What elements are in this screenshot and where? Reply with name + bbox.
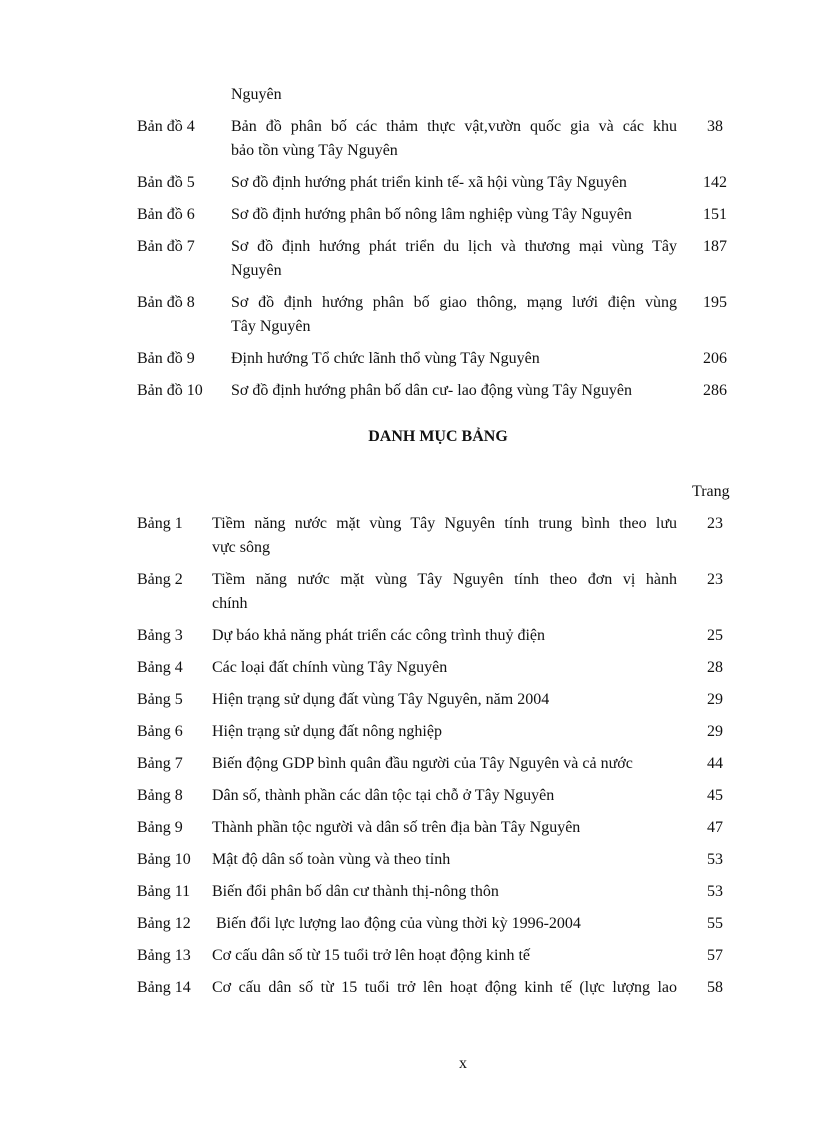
entry-page-number: 53 bbox=[707, 851, 723, 868]
entry-label: Bảng 1 bbox=[137, 515, 183, 532]
entry-label: Bản đồ 4 bbox=[137, 118, 195, 135]
entry-title-line: Dự báo khả năng phát triển các công trình thuỷ điện bbox=[212, 627, 546, 644]
entry-label: Bảng 11 bbox=[137, 883, 191, 900]
page-column-header: Trang bbox=[692, 483, 730, 500]
entry-title-line: Biến đổi lực lượng lao động của vùng thời kỳ 1996-2004 bbox=[212, 915, 581, 932]
entry-title-line: Sơ đồ định hướng phân bố giao thông, mạng lưới điện vùng bbox=[231, 294, 677, 311]
entry-title-line: Các loại đất chính vùng Tây Nguyên bbox=[212, 659, 448, 676]
entry-label: Bảng 6 bbox=[137, 723, 183, 740]
entry-label: Bảng 13 bbox=[137, 947, 191, 964]
entry-label: Bảng 10 bbox=[137, 851, 191, 868]
entry-title-line: Hiện trạng sử dụng đất nông nghiệp bbox=[212, 723, 442, 740]
section-heading: DANH MỤC BẢNG bbox=[368, 428, 508, 445]
entry-title-line: Mật độ dân số toàn vùng và theo tỉnh bbox=[212, 851, 451, 868]
entry-title-line: Sơ đồ định hướng phân bố dân cư- lao động vùng Tây Nguyên bbox=[231, 382, 633, 399]
entry-label: Bảng 14 bbox=[137, 979, 191, 996]
entry-label: Bảng 5 bbox=[137, 691, 183, 708]
entry-label: Bảng 9 bbox=[137, 819, 183, 836]
entry-page-number: 28 bbox=[707, 659, 723, 676]
entry-page-number: 286 bbox=[703, 382, 727, 399]
entry-label: Bản đồ 7 bbox=[137, 238, 195, 255]
entry-label: Bảng 8 bbox=[137, 787, 183, 804]
entry-title-line: Tiềm năng nước mặt vùng Tây Nguyên tính trung bình theo lưu bbox=[212, 515, 677, 532]
entry-page-number: 187 bbox=[703, 238, 727, 255]
entry-page-number: 44 bbox=[707, 755, 723, 772]
entry-page-number: 55 bbox=[707, 915, 723, 932]
entry-page-number: 58 bbox=[707, 979, 723, 996]
entry-page-number: 195 bbox=[703, 294, 727, 311]
entry-title-line: Sơ đồ định hướng phát triển kinh tế- xã hội vùng Tây Nguyên bbox=[231, 174, 627, 191]
entry-title-line: Tây Nguyên bbox=[231, 318, 311, 335]
entry-page-number: 38 bbox=[707, 118, 723, 135]
entry-title-line: Cơ cấu dân số từ 15 tuổi trở lên hoạt động kinh tế (lực lượng lao bbox=[212, 979, 677, 996]
entry-page-number: 53 bbox=[707, 883, 723, 900]
entry-page-number: 23 bbox=[707, 571, 723, 588]
entry-page-number: 47 bbox=[707, 819, 723, 836]
entry-title-line: Hiện trạng sử dụng đất vùng Tây Nguyên, năm 2004 bbox=[212, 691, 550, 708]
entry-title-line: Nguyên bbox=[231, 86, 282, 103]
entry-label: Bảng 4 bbox=[137, 659, 183, 676]
entry-page-number: 45 bbox=[707, 787, 723, 804]
entry-title-line: Sơ đồ định hướng phát triển du lịch và thương mại vùng Tây bbox=[231, 238, 677, 255]
entry-title-line: Tiềm năng nước mặt vùng Tây Nguyên tính theo đơn vị hành bbox=[212, 571, 677, 588]
entry-title-line: Định hướng Tổ chức lãnh thổ vùng Tây Nguyên bbox=[231, 350, 540, 367]
entry-page-number: 25 bbox=[707, 627, 723, 644]
entry-page-number: 29 bbox=[707, 691, 723, 708]
entry-page-number: 23 bbox=[707, 515, 723, 532]
entry-label: Bản đồ 6 bbox=[137, 206, 195, 223]
entry-page-number: 206 bbox=[703, 350, 727, 367]
entry-page-number: 142 bbox=[703, 174, 727, 191]
entry-title-line: Bản đồ phân bố các thảm thực vật,vườn quốc gia và các khu bbox=[231, 118, 677, 135]
page-footer-number: x bbox=[459, 1055, 467, 1072]
entry-label: Bảng 12 bbox=[137, 915, 191, 932]
entry-page-number: 151 bbox=[703, 206, 727, 223]
entry-label: Bản đồ 9 bbox=[137, 350, 195, 367]
entry-title-line: Dân số, thành phần các dân tộc tại chỗ ở Tây Nguyên bbox=[212, 787, 555, 804]
entry-label: Bản đồ 8 bbox=[137, 294, 195, 311]
entry-title-line: Cơ cấu dân số từ 15 tuổi trở lên hoạt động kinh tế bbox=[212, 947, 530, 964]
entry-page-number: 29 bbox=[707, 723, 723, 740]
entry-title-line: Thành phần tộc người và dân số trên địa bàn Tây Nguyên bbox=[212, 819, 581, 836]
entry-label: Bảng 7 bbox=[137, 755, 183, 772]
entry-label: Bảng 3 bbox=[137, 627, 183, 644]
entry-title-line: Nguyên bbox=[231, 262, 282, 279]
entry-label: Bản đồ 10 bbox=[137, 382, 203, 399]
entry-label: Bảng 2 bbox=[137, 571, 183, 588]
entry-label: Bản đồ 5 bbox=[137, 174, 195, 191]
entry-title-line: Sơ đồ định hướng phân bố nông lâm nghiệp vùng Tây Nguyên bbox=[231, 206, 632, 223]
entry-title-line: bảo tồn vùng Tây Nguyên bbox=[231, 142, 398, 159]
entry-title-line: Biến động GDP bình quân đầu người của Tây Nguyên và cả nước bbox=[212, 755, 633, 772]
entry-title-line: vực sông bbox=[212, 539, 270, 556]
entry-title-line: chính bbox=[212, 595, 248, 612]
entry-title-line: Biến đổi phân bố dân cư thành thị-nông thôn bbox=[212, 883, 499, 900]
entry-page-number: 57 bbox=[707, 947, 723, 964]
